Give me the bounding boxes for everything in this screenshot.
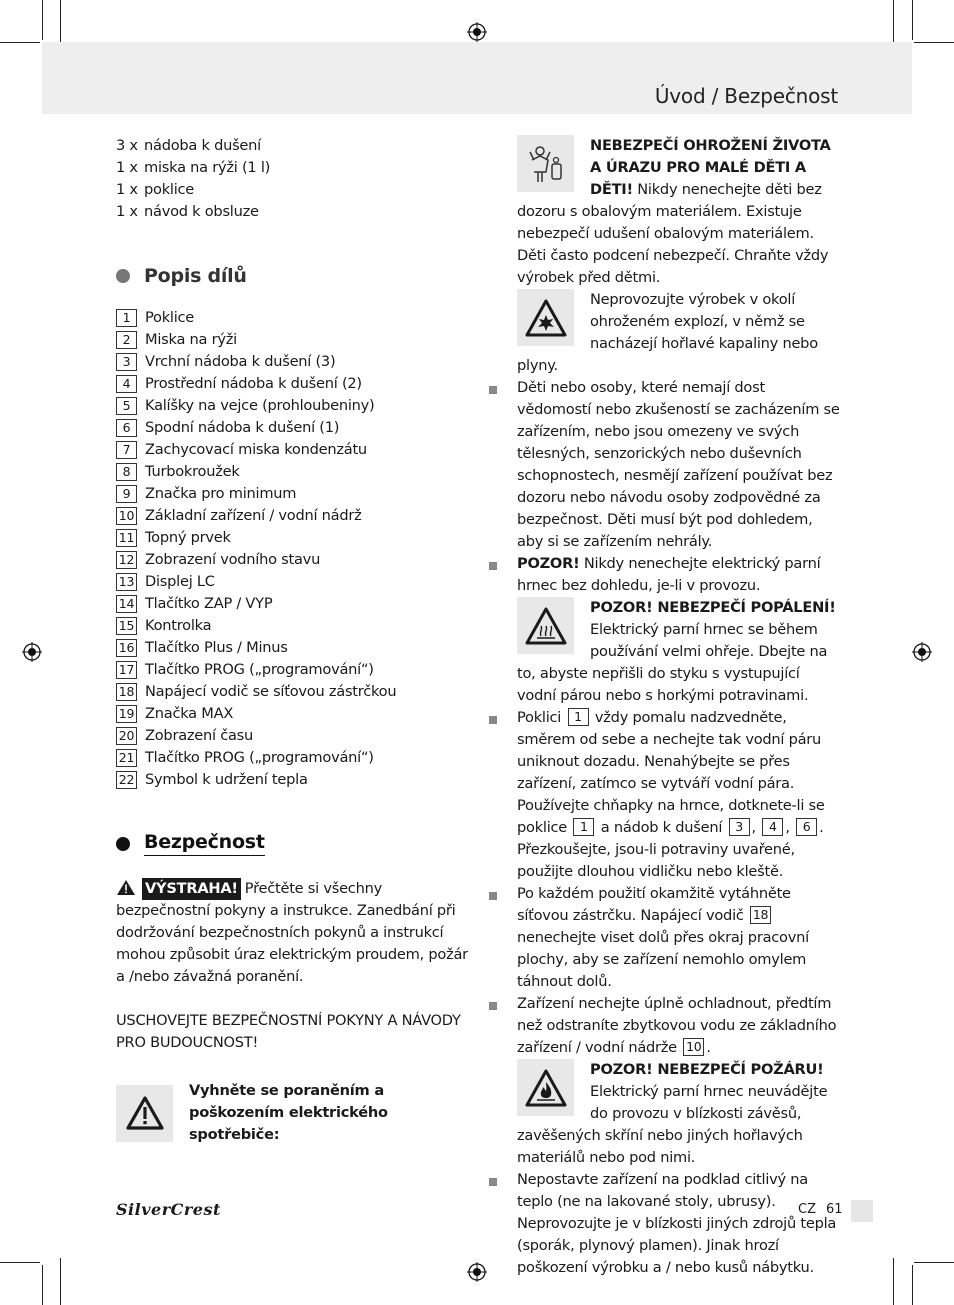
warning-heading: NEBEZPEČÍ OHROŽENÍ ŽIVOTA A ÚRAZU PRO MALÉ DĚTI A DĚTI! bbox=[590, 137, 831, 198]
list-item bbox=[116, 593, 476, 615]
registration-mark-icon bbox=[467, 22, 487, 42]
list-item bbox=[116, 725, 476, 747]
part-number: 2 bbox=[116, 331, 137, 349]
list-item bbox=[116, 157, 476, 179]
list-item bbox=[116, 637, 476, 659]
hot-surface-icon bbox=[517, 597, 574, 654]
item-text: vždy pomalu nadzvedněte, směrem od sebe a nechejte tak vodní páru uniknout dozadu. Nenahýbejte se přes zařízení, zatímco se vytváří vodní pára. Používejte chňapky na hrnce, dotknete-li se poklice bbox=[517, 709, 825, 836]
part-label: Zachycovací miska kondenzátu bbox=[145, 441, 367, 458]
part-label: Topný prvek bbox=[145, 529, 231, 546]
crop-mark bbox=[893, 1258, 894, 1305]
warning-heading: POZOR! NEBEZPEČÍ POŽÁRU! bbox=[590, 1061, 824, 1078]
list-item bbox=[116, 329, 476, 351]
part-number: 20 bbox=[116, 727, 137, 745]
item-text: . Přezkoušejte, jsou-li potraviny uvařené, použijte dlouhou vidličku nebo kleště. bbox=[517, 819, 824, 880]
part-label: Tlačítko Plus / Minus bbox=[145, 639, 288, 656]
part-label: Symbol k udržení tepla bbox=[145, 771, 308, 788]
item-text: Elektrický parní hrnec neuvádějte do provozu v blízkosti závěsů, zavěšených skříní nebo jiných hořlavých materiálů nebo pod nimi. bbox=[517, 1083, 828, 1166]
list-item bbox=[116, 179, 476, 201]
part-number: 19 bbox=[116, 705, 137, 723]
keep-notice: USCHOVEJTE BEZPEČNOSTNÍ POKYNY A NÁVODY PRO BUDOUCNOST! bbox=[116, 1012, 461, 1051]
part-number: 14 bbox=[116, 595, 137, 613]
list-item bbox=[116, 461, 476, 483]
warning-text: Přečtěte si všechny bezpečnostní pokyny a instrukce. Zanedbání při dodržování bezpečnostních pokynů a instrukcí mohou způsobit úraz elektrickým proudem, požár a /nebo závažná poranění. bbox=[116, 880, 468, 985]
part-number: 10 bbox=[683, 1038, 704, 1056]
part-label: Kalíšky na vejce (prohloubeniny) bbox=[145, 397, 375, 414]
list-item bbox=[116, 703, 476, 725]
item-text: Zařízení nechejte úplně ochladnout, předtím než odstraníte zbytkovou vodu ze základního zařízení / vodní nádrže bbox=[517, 995, 837, 1056]
part-label: Napájecí vodič se síťovou zástrčkou bbox=[145, 683, 397, 700]
list-item bbox=[116, 659, 476, 681]
part-number: 9 bbox=[116, 485, 137, 503]
part-label: Poklice bbox=[145, 309, 195, 326]
part-number: 1 bbox=[116, 309, 137, 327]
crop-mark bbox=[42, 1265, 43, 1305]
part-number: 4 bbox=[116, 375, 137, 393]
child-warning-icon bbox=[517, 135, 574, 192]
crop-mark bbox=[0, 1262, 40, 1263]
part-label: Spodní nádoba k dušení (1) bbox=[145, 419, 340, 436]
item-label: miska na rýži (1 l) bbox=[144, 159, 271, 176]
warning-paragraph bbox=[116, 878, 476, 988]
item-text: Poklici bbox=[517, 709, 562, 726]
part-number: 10 bbox=[116, 507, 137, 525]
avoid-injury-block bbox=[116, 1080, 476, 1146]
list-item bbox=[116, 681, 476, 703]
part-number: 21 bbox=[116, 749, 137, 767]
crop-mark bbox=[912, 0, 913, 40]
item-label: návod k obsluze bbox=[144, 203, 259, 220]
item-text: Nikdy nenechejte děti bez dozoru s obalovým materiálem. Existuje nebezpečí udušení obalovým materiálem. Děti často podcení nebezpečí. Chraňte vždy výrobek před dětmi. bbox=[517, 181, 829, 286]
section-title: Popis dílů bbox=[144, 265, 247, 287]
crop-mark bbox=[42, 0, 43, 40]
item-label: nádoba k dušení bbox=[144, 137, 261, 154]
item-text: Nikdy nenechejte elektrický parní hrnec bez dohledu, je-li v provozu. bbox=[517, 555, 821, 594]
bullet-icon bbox=[489, 562, 497, 570]
list-item bbox=[517, 289, 841, 377]
list-item bbox=[116, 505, 476, 527]
registration-mark-icon bbox=[467, 1262, 487, 1282]
language-code: CZ bbox=[798, 1202, 816, 1217]
part-label: Značka MAX bbox=[145, 705, 234, 722]
item-text: . bbox=[706, 1039, 711, 1056]
crop-mark bbox=[893, 0, 894, 48]
list-item bbox=[116, 769, 476, 791]
list-item bbox=[517, 377, 841, 553]
fire-icon bbox=[517, 1059, 574, 1116]
list-item bbox=[116, 747, 476, 769]
list-item bbox=[517, 993, 841, 1059]
part-number: 4 bbox=[762, 818, 783, 836]
part-number: 12 bbox=[116, 551, 137, 569]
crop-mark bbox=[60, 1258, 61, 1305]
bullet-icon bbox=[489, 716, 497, 724]
part-label: Značka pro minimum bbox=[145, 485, 297, 502]
part-number: 6 bbox=[796, 818, 817, 836]
part-label: Kontrolka bbox=[145, 617, 212, 634]
part-number: 1 bbox=[573, 818, 594, 836]
part-label: Displej LC bbox=[145, 573, 215, 590]
explosion-icon bbox=[517, 289, 574, 346]
item-text: Po každém použití okamžitě vytáhněte síťovou zástrčku. Napájecí vodič bbox=[517, 885, 791, 924]
bullet-icon bbox=[116, 269, 130, 283]
page-title: Úvod / Bezpečnost bbox=[654, 84, 838, 108]
part-label: Tlačítko ZAP / VYP bbox=[145, 595, 273, 612]
quantity: 1 x bbox=[116, 203, 138, 220]
section-title: Bezpečnost bbox=[144, 831, 265, 856]
caution-label: POZOR! bbox=[517, 555, 580, 572]
list-item bbox=[116, 395, 476, 417]
list-item: Poklici 1 vždy pomalu nadzvedněte, směrem od sebe a nechejte tak vodní páru uniknout dozadu. Nenahýbejte se přes zařízení, zatímco se vytváří vodní pára. Používejte chňapky na hrnce, dotknete-li se poklice 1 a nádob k dušení 3 , 4 , 6 . Přezkoušejte, jsou-li potraviny uvařené, použijte dlouhou vidličku nebo kleště. bbox=[517, 707, 841, 883]
part-label: Vrchní nádoba k dušení (3) bbox=[145, 353, 336, 370]
part-label: Miska na rýži bbox=[145, 331, 237, 348]
bullet-icon bbox=[489, 386, 497, 394]
bullet-icon bbox=[489, 1178, 497, 1186]
item-text: Děti nebo osoby, které nemají dost vědomostí nebo zkušeností se zacházením se zařízením, nebo jsou omezeny ve svých tělesných, senzorických nebo duševních schopnostech, nesmějí zařízení používat bez dozoru nebo návodu osoby zodpovědné za bezpečnost. Děti musí být pod dohledem, aby si se zařízením nehrály. bbox=[517, 379, 840, 550]
part-label: Zobrazení času bbox=[145, 727, 254, 744]
part-number: 3 bbox=[116, 353, 137, 371]
crop-mark bbox=[0, 42, 40, 43]
warning-triangle-icon bbox=[116, 879, 136, 896]
list-item bbox=[517, 1059, 841, 1169]
right-column bbox=[517, 135, 841, 1279]
warning-heading: POZOR! NEBEZPEČÍ POPÁLENÍ! bbox=[590, 599, 836, 616]
list-item bbox=[116, 417, 476, 439]
quantity: 1 x bbox=[116, 159, 138, 176]
list-item bbox=[517, 597, 841, 707]
bullet-icon bbox=[489, 892, 497, 900]
part-label: Základní zařízení / vodní nádrž bbox=[145, 507, 362, 524]
registration-mark-icon bbox=[22, 642, 42, 662]
item-text: Elektrický parní hrnec se během používání velmi ohřeje. Dbejte na to, abyste nepřišli do styku s vystupující vodní párou nebo s horkými potravinami. bbox=[517, 621, 828, 704]
part-number: 1 bbox=[568, 708, 589, 726]
part-number: 17 bbox=[116, 661, 137, 679]
part-label: Tlačítko PROG („programování“) bbox=[145, 749, 374, 766]
safety-heading bbox=[116, 831, 476, 856]
list-item bbox=[116, 135, 476, 157]
page-number: 61 bbox=[826, 1202, 843, 1217]
left-column bbox=[116, 135, 476, 1146]
item-text: a nádob k dušení bbox=[600, 819, 723, 836]
bullet-icon bbox=[116, 837, 130, 851]
crop-mark bbox=[914, 1262, 954, 1263]
part-number: 13 bbox=[116, 573, 137, 591]
list-item bbox=[116, 615, 476, 637]
list-item bbox=[517, 135, 841, 289]
list-item bbox=[517, 1169, 841, 1279]
list-item bbox=[116, 483, 476, 505]
part-number: 22 bbox=[116, 771, 137, 789]
part-number: 5 bbox=[116, 397, 137, 415]
crop-mark bbox=[912, 1265, 913, 1305]
package-contents bbox=[116, 135, 476, 223]
parts-list bbox=[116, 307, 476, 791]
list-item bbox=[517, 883, 841, 993]
part-number: 18 bbox=[116, 683, 137, 701]
item-text: Neprovozujte výrobek v okolí ohroženém explozí, v němž se nacházejí hořlavé kapaliny nebo plyny. bbox=[517, 291, 818, 374]
item-text: Nepostavte zařízení na podklad citlivý na teplo (ne na lakované stoly, ubrusy). Neprovozujte je v blízkosti jiných zdrojů tepla (sporák, plynový plamen). Jinak hrozí poškození výrobku a / nebo kusů nábytku. bbox=[517, 1171, 837, 1276]
part-number: 3 bbox=[729, 818, 750, 836]
crop-mark bbox=[60, 0, 61, 48]
footer-band bbox=[851, 1200, 873, 1222]
part-number: 15 bbox=[116, 617, 137, 635]
list-item bbox=[116, 571, 476, 593]
item-label: poklice bbox=[144, 181, 195, 198]
warning-triangle-icon bbox=[116, 1085, 173, 1142]
bullet-icon bbox=[489, 1002, 497, 1010]
part-number: 8 bbox=[116, 463, 137, 481]
warning-label: VÝSTRAHA! bbox=[142, 878, 241, 900]
part-number: 7 bbox=[116, 441, 137, 459]
quantity: 3 x bbox=[116, 137, 138, 154]
list-item bbox=[116, 307, 476, 329]
list-item bbox=[116, 351, 476, 373]
crop-mark bbox=[914, 42, 954, 43]
part-number: 6 bbox=[116, 419, 137, 437]
item-text: nenechejte viset dolů přes okraj pracovní plochy, aby se zařízení nemohlo omylem táhnout dolů. bbox=[517, 929, 809, 990]
part-label: Turbokroužek bbox=[145, 463, 240, 480]
part-number: 16 bbox=[116, 639, 137, 657]
registration-mark-icon bbox=[912, 642, 932, 662]
part-number: 11 bbox=[116, 529, 137, 547]
list-item bbox=[116, 201, 476, 223]
parts-heading bbox=[116, 265, 476, 287]
list-item bbox=[517, 553, 841, 597]
part-label: Tlačítko PROG („programování“) bbox=[145, 661, 374, 678]
part-label: Zobrazení vodního stavu bbox=[145, 551, 321, 568]
brand-logo: SilverCrest bbox=[116, 1200, 221, 1219]
part-number: 18 bbox=[750, 906, 771, 924]
part-label: Prostřední nádoba k dušení (2) bbox=[145, 375, 362, 392]
list-item bbox=[116, 527, 476, 549]
list-item bbox=[116, 373, 476, 395]
list-item bbox=[116, 439, 476, 461]
quantity: 1 x bbox=[116, 181, 138, 198]
avoid-injury-text: Vyhněte se poraněním a poškozením elektrického spotřebiče: bbox=[189, 1082, 388, 1143]
list-item bbox=[116, 549, 476, 571]
